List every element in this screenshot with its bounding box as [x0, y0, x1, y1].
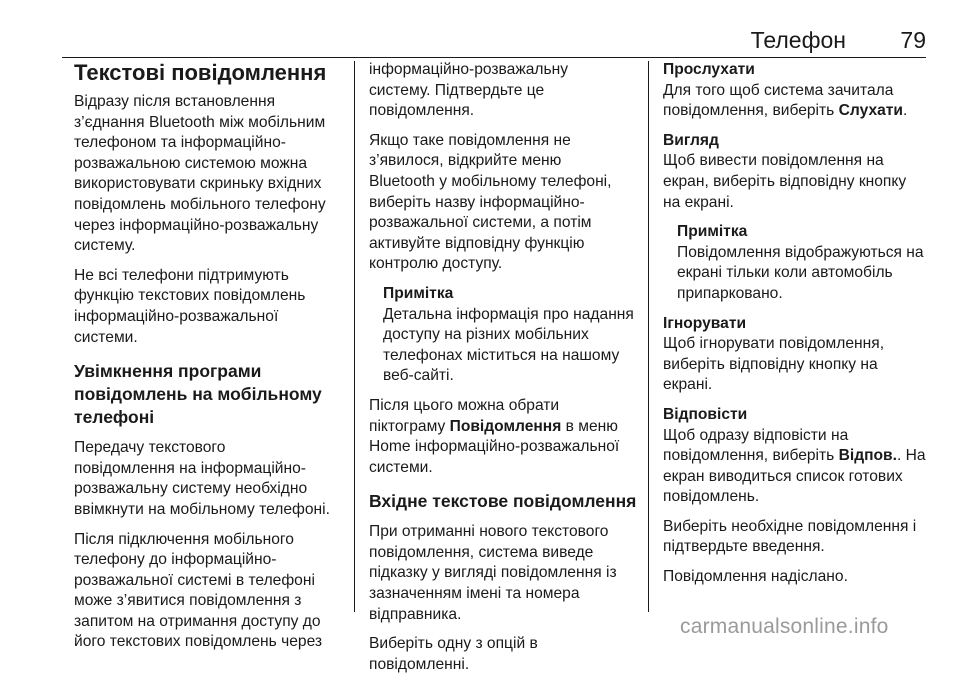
paragraph — [369, 396, 641, 478]
paragraph: Передачу текстового повідомлення на інформаційно- розважальну систему необхідно ввімкнути на мобільному телефоні. — [74, 439, 330, 518]
option-title: Прослухати — [663, 61, 755, 78]
option-title: Відповісти — [663, 405, 748, 423]
column-2 — [369, 60, 641, 684]
option-ignore — [663, 314, 935, 396]
running-header-title: Телефон — [750, 27, 846, 53]
note-label: Примітка — [677, 223, 748, 241]
option-view — [663, 131, 935, 213]
paragraph: Виберіть необхідне повідомлення і підтвердьте введення. — [663, 517, 917, 556]
paragraph: Після підключення мобільного телефону до інформаційно- розважальної системі в телефоні може з’явитися повідомлення з запитом на отримання доступу до його текстових повідомлень через — [74, 530, 323, 651]
paragraph: Виберіть одну з опцій в повідомленні. — [369, 635, 538, 673]
text-run: . На екран виводиться список готових повідомлень. — [663, 447, 926, 506]
ui-term-messages: Повідомлення — [449, 417, 562, 435]
note-label: Примітка — [383, 284, 454, 302]
option-title: Вигляд — [663, 131, 719, 149]
text-run: Щоб вивести повідомлення на екран, виберіть відповідну кнопку на екрані. — [663, 152, 907, 211]
column-1 — [74, 60, 346, 662]
note-box — [677, 222, 935, 304]
text-run: в меню Home інформаційно-розважальної системи. — [369, 417, 620, 476]
text-run: Щоб ігнорувати повідомлення, виберіть відповідну кнопку на екрані. — [663, 335, 885, 394]
note-text: Повідомлення відображуються на екрані тільки коли автомобіль припарковано. — [677, 243, 924, 302]
subsection-heading: Вхідне текстове повідомлення — [369, 491, 637, 512]
text-run: Щоб одразу відповісти на повідомлення, виберіть — [663, 426, 849, 465]
paragraph: інформаційно-розважальну систему. Підтвердьте це повідомлення. — [369, 61, 569, 120]
page-header — [62, 26, 926, 56]
column-divider-2 — [648, 61, 649, 612]
paragraph: Повідомлення надіслано. — [663, 568, 848, 586]
paragraph: Якщо таке повідомлення не з’явилося, відкрийте меню Bluetooth у мобільному телефоні, виберіть назву інформаційно- розважальної системи, а потім активуйте відповідну функцію контролю доступу. — [369, 131, 612, 273]
text-run: Для того щоб система зачитала повідомлення, виберіть — [663, 81, 894, 120]
note-box — [383, 284, 641, 387]
header-divider — [62, 57, 926, 58]
ui-term-reply: Відпов. — [838, 447, 897, 465]
ui-term-listen: Слухати — [838, 102, 904, 120]
paragraph: Відразу після встановлення з’єднання Bluetooth між мобільним телефоном та інформаційно- розважальною системою можна використовувати скриньку вхідних повідомлень мобільного телефону через інформаційно-розважальну систему. — [74, 93, 326, 255]
column-3 — [663, 60, 935, 597]
option-title: Ігнорувати — [663, 314, 747, 332]
note-text: Детальна інформація про надання доступу на різних мобільних телефонах міститься на нашому веб-сайті. — [383, 305, 634, 385]
subsection-heading: Увімкнення програми повідомлень на мобільному телефоні — [74, 361, 322, 428]
text-run: . — [903, 102, 908, 120]
option-listen — [663, 60, 935, 122]
column-divider-1 — [354, 61, 355, 612]
paragraph: Не всі телефони підтримують функцію текстових повідомлень інформаційно-розважальної системи. — [74, 266, 306, 346]
watermark-text: carmanualsonline.info — [680, 615, 889, 638]
text-run: Після цього можна обрати піктограму — [369, 396, 560, 435]
section-heading: Текстові повідомлення — [74, 60, 327, 85]
page-number: 79 — [900, 27, 926, 53]
paragraph: При отриманні нового текстового повідомлення, система виведе підказку у вигляді повідомлення із зазначенням імені та номера відправника. — [369, 523, 617, 623]
option-reply — [663, 405, 935, 508]
